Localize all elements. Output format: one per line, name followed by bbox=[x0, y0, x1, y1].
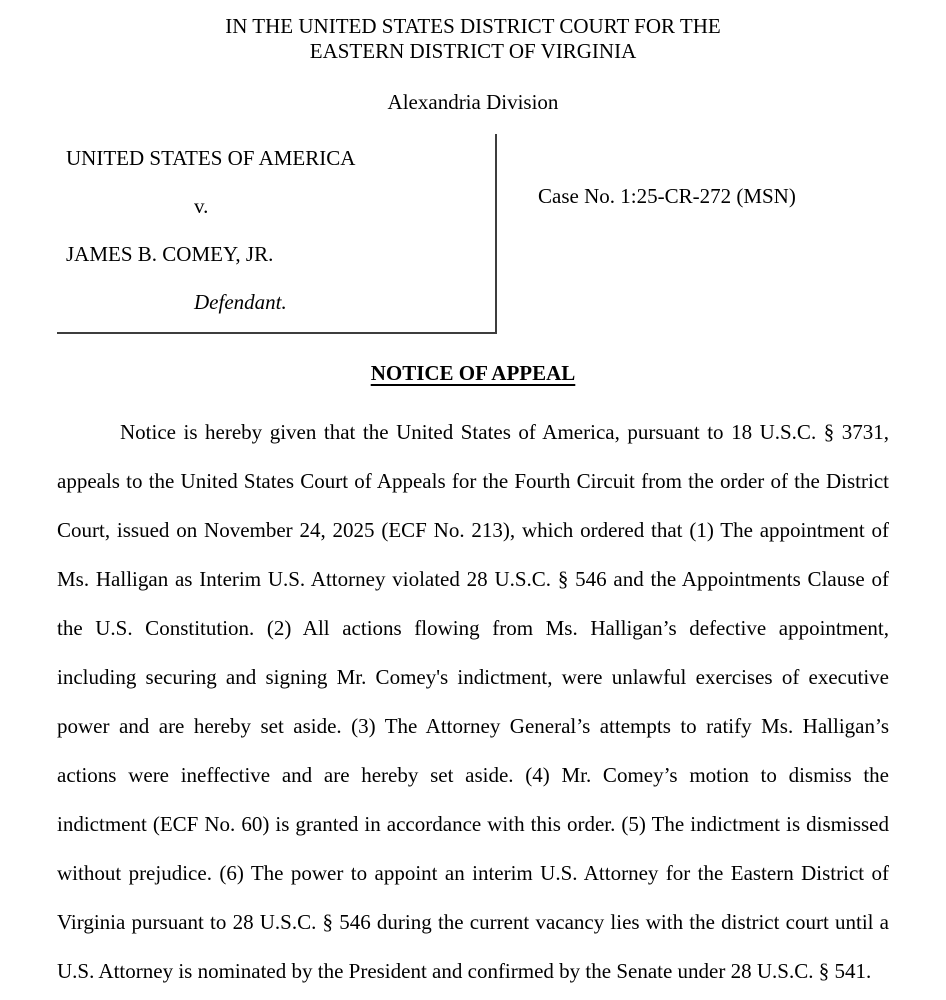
division: Alexandria Division bbox=[387, 90, 559, 114]
body-line: Notice is hereby given that the United States of America, pursuant to 18 U.S.C. § 3731, bbox=[120, 420, 889, 444]
court-name bbox=[57, 14, 889, 64]
defendant-name: JAMES B. COMEY, JR. bbox=[66, 241, 274, 266]
caption-parties-box bbox=[57, 134, 497, 334]
versus-row bbox=[66, 182, 495, 230]
body-line: Virginia pursuant to 28 U.S.C. § 546 during the current vacancy lies with the district court until a bbox=[57, 910, 889, 934]
body-line: actions were ineffective and are hereby set aside. (4) Mr. Comey’s motion to dismiss the bbox=[57, 763, 889, 787]
case-number: Case No. 1:25-CR-272 (MSN) bbox=[538, 184, 796, 208]
body-line: the U.S. Constitution. (2) All actions flowing from Ms. Halligan’s defective appointment, bbox=[57, 616, 889, 640]
body-line: appeals to the United States Court of Appeals for the Fourth Circuit from the order of the District bbox=[57, 469, 889, 493]
body-line: power and are hereby set aside. (3) The Attorney General’s attempts to ratify Ms. Halligan’s bbox=[57, 714, 889, 738]
body-line: including securing and signing Mr. Comey's indictment, were unlawful exercises of executive bbox=[57, 665, 889, 689]
plaintiff-row bbox=[66, 134, 495, 182]
court-name-line2: EASTERN DISTRICT OF VIRGINIA bbox=[309, 39, 637, 63]
body-line: indictment (ECF No. 60) is granted in accordance with this order. (5) The indictment is dismissed bbox=[57, 812, 889, 836]
document-title: NOTICE OF APPEAL bbox=[370, 361, 576, 385]
defendant-row bbox=[66, 230, 495, 278]
versus: v. bbox=[194, 193, 209, 218]
defendant-label: Defendant. bbox=[194, 289, 287, 314]
defendant-label-row bbox=[66, 278, 495, 326]
plaintiff-name: UNITED STATES OF AMERICA bbox=[66, 145, 356, 170]
case-caption bbox=[57, 134, 889, 334]
court-name-line1: IN THE UNITED STATES DISTRICT COURT FOR THE bbox=[225, 14, 721, 38]
body-line: Court, issued on November 24, 2025 (ECF No. 213), which ordered that (1) The appointment of bbox=[57, 518, 889, 542]
body-line: U.S. Attorney is nominated by the President and confirmed by the Senate under 28 U.S.C. § 541. bbox=[57, 959, 872, 983]
body-paragraph bbox=[57, 408, 889, 996]
body-line: Ms. Halligan as Interim U.S. Attorney violated 28 U.S.C. § 546 and the Appointments Clause of bbox=[57, 567, 889, 591]
body-line: without prejudice. (6) The power to appoint an interim U.S. Attorney for the Eastern District of bbox=[57, 861, 889, 885]
caption-case-number-col bbox=[497, 134, 889, 334]
